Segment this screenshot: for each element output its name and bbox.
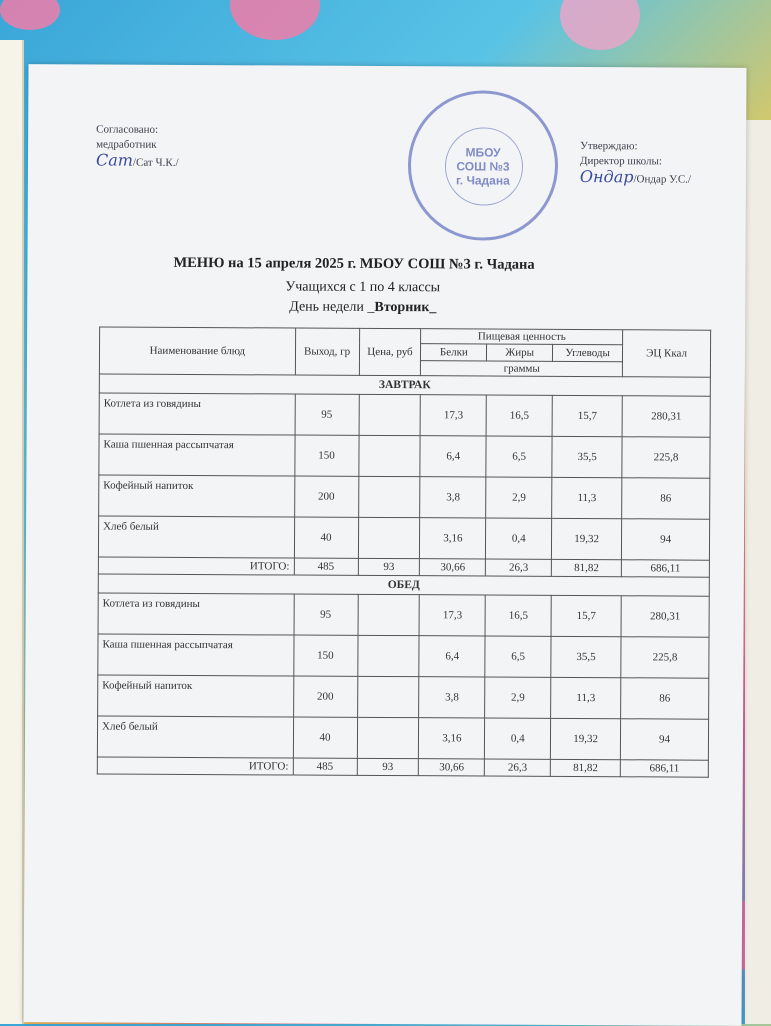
dish-energy: 86	[622, 478, 710, 519]
dish-name: Каша пшенная рассыпчатая	[98, 634, 294, 676]
dish-yield: 200	[293, 676, 357, 717]
total-fat: 26,3	[485, 759, 551, 776]
dish-name: Хлеб белый	[98, 516, 294, 558]
header-dish-name: Наименование блюд	[99, 327, 295, 375]
approved-signature: Сат	[95, 150, 134, 170]
dish-carbs: 19,32	[552, 518, 622, 559]
seal-line-2: СОШ №3	[456, 159, 510, 174]
dish-protein: 6,4	[420, 436, 486, 477]
background-flower	[560, 0, 640, 50]
dish-protein: 3,8	[419, 677, 485, 718]
dish-price	[358, 594, 420, 635]
header-energy: ЭЦ Ккал	[623, 330, 711, 377]
dish-row	[99, 393, 710, 437]
dish-name: Каша пшенная рассыпчатая	[99, 434, 295, 476]
menu-subtitle: Учащихся с 1 по 4 классы	[285, 279, 441, 296]
dish-row	[97, 716, 708, 760]
approved-label: Согласовано:	[96, 123, 159, 136]
total-price: 93	[357, 758, 419, 775]
dish-fat: 6,5	[485, 636, 551, 677]
dish-carbs: 35,5	[552, 436, 622, 477]
dish-row	[99, 434, 710, 478]
dish-yield: 200	[294, 476, 358, 517]
dish-yield: 40	[293, 717, 357, 758]
dish-carbs: 11,3	[551, 677, 621, 718]
dish-price	[358, 435, 420, 476]
school-seal	[408, 90, 559, 241]
ruler-strip-left	[0, 40, 24, 1024]
approved-signature-line	[96, 152, 179, 170]
approved-name: /Сат Ч.К./	[132, 156, 179, 169]
dish-row	[98, 675, 709, 719]
menu-sheet	[23, 64, 746, 1026]
dish-name: Котлета из говядины	[99, 393, 295, 435]
confirm-signature: Ондар	[579, 167, 634, 187]
total-energy: 686,11	[620, 760, 708, 777]
confirm-name: /Ондар У.С./	[633, 173, 692, 186]
dish-energy: 86	[621, 678, 709, 719]
dish-name: Котлета из говядины	[98, 593, 294, 635]
dish-carbs: 15,7	[552, 395, 622, 436]
header-protein: Белки	[421, 344, 487, 361]
dish-yield: 95	[294, 594, 358, 635]
header-carbs: Углеводы	[553, 344, 623, 361]
menu-title: МЕНЮ на 15 апреля 2025 г. МБОУ СОШ №3 г. Чадана	[173, 254, 535, 273]
approval-block	[96, 122, 179, 170]
dish-yield: 150	[294, 435, 358, 476]
section-title: ОБЕД	[98, 574, 709, 596]
dish-price	[358, 476, 420, 517]
background-flower	[0, 0, 60, 30]
ruler-strip-right	[745, 120, 771, 1024]
total-row	[97, 757, 708, 777]
dish-name: Кофейный напиток	[99, 475, 295, 517]
dish-energy: 94	[621, 719, 709, 760]
confirm-label: Утверждаю:	[580, 140, 638, 153]
confirmation-block	[580, 139, 691, 188]
header-nutrition: Пищевая ценность	[421, 329, 623, 345]
dish-price	[358, 517, 420, 558]
header-price: Цена, руб	[359, 328, 421, 375]
seal-line-3: г. Чадана	[455, 173, 510, 188]
total-price: 93	[358, 558, 420, 575]
confirm-role: Директор школы:	[579, 155, 662, 168]
dish-yield: 150	[293, 635, 357, 676]
dish-row	[98, 516, 709, 560]
dish-carbs: 19,32	[551, 718, 621, 759]
dish-price	[357, 635, 419, 676]
dish-protein: 6,4	[419, 636, 485, 677]
dish-yield: 95	[295, 394, 359, 435]
day-value: Вторник_	[374, 299, 437, 316]
dish-row	[99, 475, 710, 519]
header-fat: Жиры	[487, 344, 553, 361]
total-protein: 30,66	[420, 559, 486, 576]
seal-text	[411, 145, 555, 188]
dish-energy: 280,31	[621, 596, 709, 637]
dish-carbs: 11,3	[552, 477, 622, 518]
dish-energy: 280,31	[622, 396, 710, 437]
dish-fat: 2,9	[486, 477, 552, 518]
dish-energy: 225,8	[622, 437, 710, 478]
dish-price	[359, 394, 421, 435]
dish-fat: 16,5	[486, 395, 552, 436]
dish-carbs: 35,5	[551, 636, 621, 677]
dish-name: Хлеб белый	[97, 716, 293, 758]
dish-row	[98, 634, 709, 678]
total-label: ИТОГО:	[98, 557, 294, 575]
dish-energy: 94	[622, 519, 710, 560]
dish-energy: 225,8	[621, 637, 709, 678]
header-yield: Выход, гр	[295, 328, 359, 375]
total-protein: 30,66	[419, 759, 485, 776]
confirm-signature-line	[580, 169, 691, 188]
day-of-week	[289, 299, 436, 316]
background-flower	[230, 0, 320, 40]
dish-yield: 40	[294, 517, 358, 558]
dish-fat: 0,4	[485, 718, 551, 759]
dish-fat: 0,4	[486, 518, 552, 559]
dish-protein: 3,16	[420, 518, 486, 559]
menu-table	[97, 327, 711, 778]
menu-table-body	[97, 374, 710, 777]
dish-protein: 17,3	[420, 395, 486, 436]
section-title: ЗАВТРАК	[99, 374, 710, 396]
dish-price	[357, 676, 419, 717]
total-carbs: 81,82	[550, 759, 620, 776]
total-yield: 485	[293, 758, 357, 775]
dish-price	[357, 717, 419, 758]
total-yield: 485	[294, 558, 358, 575]
day-label: День недели _	[289, 299, 375, 315]
dish-carbs: 15,7	[551, 595, 621, 636]
total-energy: 686,11	[621, 560, 709, 577]
dish-protein: 17,3	[419, 595, 485, 636]
seal-line-1: МБОУ	[465, 145, 501, 160]
header-units: граммы	[421, 361, 623, 377]
dish-fat: 6,5	[486, 436, 552, 477]
dish-name: Кофейный напиток	[98, 675, 294, 717]
total-fat: 26,3	[486, 559, 552, 576]
total-carbs: 81,82	[552, 559, 622, 576]
total-label: ИТОГО:	[97, 757, 293, 775]
dish-row	[98, 593, 709, 637]
dish-protein: 3,16	[419, 718, 485, 759]
dish-fat: 16,5	[485, 595, 551, 636]
approved-role: медработник	[96, 138, 157, 151]
dish-fat: 2,9	[485, 677, 551, 718]
dish-protein: 3,8	[420, 477, 486, 518]
